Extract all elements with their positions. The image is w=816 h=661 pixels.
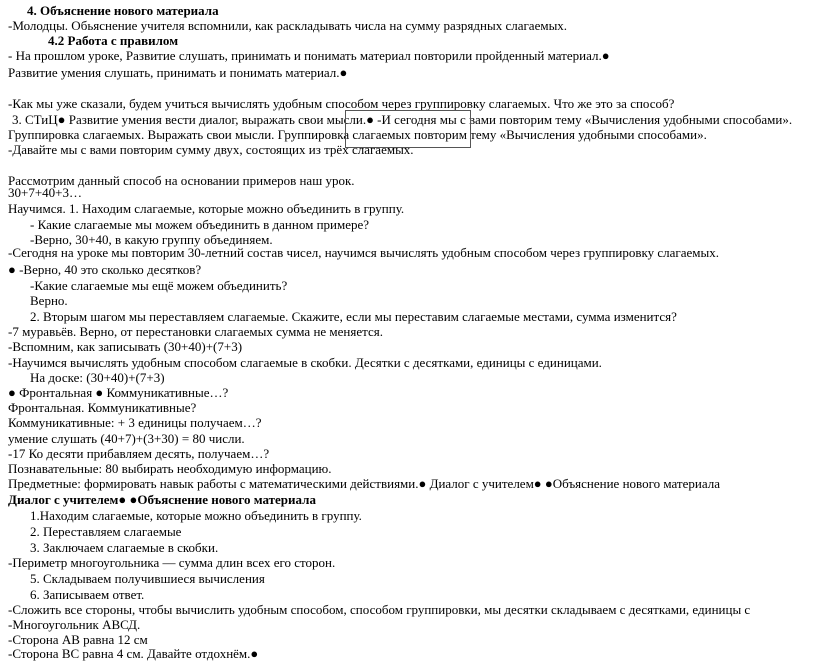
text-line: -Какие слагаемые мы ещё можем объединить? (30, 278, 288, 293)
text-line: Развитие умения слушать, принимать и понимать материал.● (8, 65, 348, 80)
text-line: 30+7+40+3… (8, 185, 82, 200)
text-line: умение слушать (40+7)+(3+30) = 80 числи. (8, 431, 245, 446)
text-line: 3. СТиЦ● Развитие умения вести диалог, выражать свои мысли.● -И сегодня мы с вами повторим тему «Вычисления удобными способами». (12, 112, 793, 127)
text-line: -Сторона ВС равна 4 см. Давайте отдохнём.● (8, 646, 259, 661)
text-line: Коммуникативные: + 3 единицы получаем…? (8, 415, 262, 430)
text-frame (345, 110, 471, 148)
text-line: Диалог с учителем● ●Объяснение нового материала (8, 492, 316, 507)
text-line: 1.Находим слагаемые, которые можно объединить в группу. (30, 508, 362, 523)
text-line: На доске: (30+40)+(7+3) (30, 370, 165, 385)
text-line: -Давайте мы с вами повторим сумму двух, состоящих из трёх слагаемых. (8, 142, 414, 157)
text-line: - Какие слагаемые мы можем объединить в данном примере? (30, 217, 370, 232)
text-line: 6. Записываем ответ. (30, 587, 145, 602)
text-line: 4. Объяснение нового материала (27, 3, 219, 18)
text-line: -Молодцы. Обьяснение учителя вспомнили, как раскладывать числа на сумму разрядных слагаемых. (8, 18, 568, 33)
text-line: -Сегодня на уроке мы повторим 30-летний состав чисел, научимся вычислять удобным способом через группировку слагаемых. (8, 245, 719, 260)
text-line: 3. Заключаем слагаемые в скобки. (30, 540, 219, 555)
text-line: 4.2 Работа с правилом (48, 33, 179, 48)
text-line: - На прошлом уроке, Развитие слушать, принимать и понимать материал повторили пройденный материал.● (8, 48, 610, 63)
text-line: ● -Верно, 40 это сколько десятков? (8, 262, 202, 277)
text-line: Научимся. 1. Находим слагаемые, которые можно объединить в группу. (8, 201, 405, 216)
text-line: 2. Переставляем слагаемые (30, 524, 182, 539)
text-line: Группировка слагаемых. Выражать свои мысли. Группировка слагаемых повторим тему «Вычисления удобными способами». (8, 127, 707, 142)
text-line: Верно. (30, 293, 68, 308)
text-line: -Сторона АВ равна 12 см (8, 632, 148, 647)
text-line: -17 Ко десяти прибавляем десять, получаем…? (8, 446, 270, 461)
text-line: -Сложить все стороны, чтобы вычислить удобным способом, способом группировки, мы десятки складываем с десятками, единицы с (8, 602, 751, 617)
text-line: -Вспомним, как записывать (30+40)+(7+3) (8, 339, 243, 354)
text-line: -Научимся вычислять удобным способом слагаемые в скобки. Десятки с десятками, единицы с единицами. (8, 355, 602, 370)
text-line: -7 муравьёв. Верно, от перестановки слагаемых сумма не меняется. (8, 324, 383, 339)
text-line: Познавательные: 80 выбирать необходимую информацию. (8, 461, 332, 476)
text-line: -Верно, 30+40, в какую группу объединяем. (30, 232, 273, 247)
text-line: 2. Вторым шагом мы переставляем слагаемые. Скажите, если мы переставим слагаемые местами, сумма изменится? (30, 309, 677, 324)
text-line: ● Фронтальная ● Коммуникативные…? (8, 385, 229, 400)
text-line: 5. Складываем получившиеся вычисления (30, 571, 265, 586)
text-line: Предметные: формировать навык работы с математическими действиями.● Диалог с учителем● ●Объяснение нового материала (8, 476, 720, 491)
text-line: -Многоугольник АВСД. (8, 617, 141, 632)
text-line: -Периметр многоугольника — сумма длин всех его сторон. (8, 555, 336, 570)
text-line: -Как мы уже сказали, будем учиться вычислять удобным способом через группировку слагаемых. Что же это за способ? (8, 96, 675, 111)
text-line: Фронтальная. Коммуникативные? (8, 400, 197, 415)
text-line: Рассмотрим данный способ на основании примеров наш урок. (8, 173, 355, 188)
